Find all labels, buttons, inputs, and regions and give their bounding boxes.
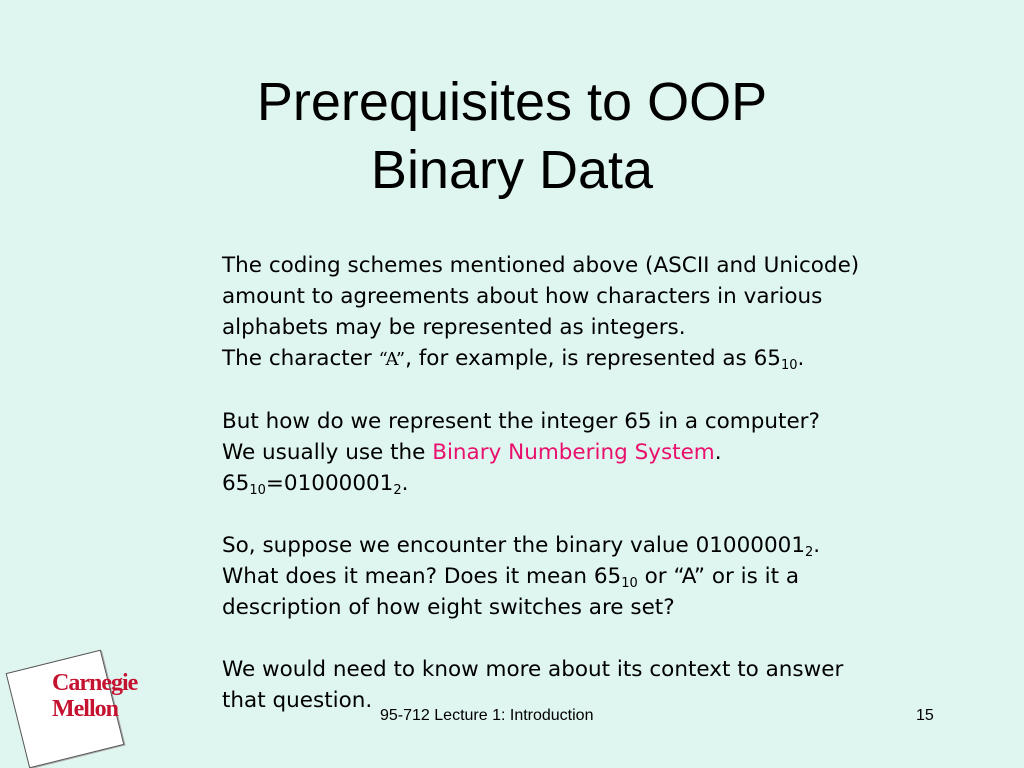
body-line xyxy=(222,343,1012,375)
body-line: description of how eight switches are set? xyxy=(222,595,675,620)
subscript: 10 xyxy=(621,576,638,591)
binary-numbering-system-highlight: Binary Numbering System xyxy=(432,440,715,465)
body-line: that question. xyxy=(222,688,373,713)
paragraph-gap xyxy=(222,375,1012,406)
body-line xyxy=(222,530,1012,561)
slide-number: 15 xyxy=(916,707,934,724)
quoted-character: “A” xyxy=(378,349,406,370)
text-segment: So, suppose we encounter the binary value 01000001 xyxy=(222,533,805,558)
logo-line-2: Mellon xyxy=(52,696,118,722)
body-line: The coding schemes mentioned above (ASCII and Unicode) xyxy=(222,253,860,278)
subscript: 10 xyxy=(249,483,266,498)
text-segment: or “A” or is it a xyxy=(637,564,800,589)
title-line-2: Binary Data xyxy=(370,140,654,200)
body-line xyxy=(222,561,1012,592)
body-line: But how do we represent the integer 65 in a computer? xyxy=(222,409,820,434)
text-segment: , for example, is represented as 65 xyxy=(405,346,781,371)
text-segment: What does it mean? Does it mean 65 xyxy=(222,564,622,589)
carnegie-mellon-logo xyxy=(52,670,137,722)
text-segment: . xyxy=(813,533,821,558)
text-segment: =01000001 xyxy=(265,471,394,496)
subscript: 10 xyxy=(780,358,798,373)
paragraph-gap xyxy=(222,623,1012,654)
slide-body xyxy=(222,250,1012,716)
body-line: alphabets may be represented as integers. xyxy=(222,315,686,340)
text-segment: . xyxy=(797,346,805,371)
body-line xyxy=(222,468,1012,499)
slide-title xyxy=(0,68,1024,204)
paragraph-gap xyxy=(222,499,1012,530)
footer-lecture-title: 95-712 Lecture 1: Introduction xyxy=(380,707,594,724)
subscript: 2 xyxy=(393,483,402,498)
text-segment: . xyxy=(401,471,409,496)
body-line: amount to agreements about how characters in various xyxy=(222,284,823,309)
body-line xyxy=(222,437,1012,468)
subscript: 2 xyxy=(805,545,814,560)
text-segment: 65 xyxy=(222,471,250,496)
logo-line-1: Carnegie xyxy=(52,670,138,696)
body-line: We would need to know more about its context to answer xyxy=(222,657,844,682)
title-line-1: Prerequisites to OOP xyxy=(256,72,768,132)
text-segment: We usually use the xyxy=(222,440,433,465)
text-segment: . xyxy=(714,440,722,465)
text-segment: The character xyxy=(222,346,379,371)
